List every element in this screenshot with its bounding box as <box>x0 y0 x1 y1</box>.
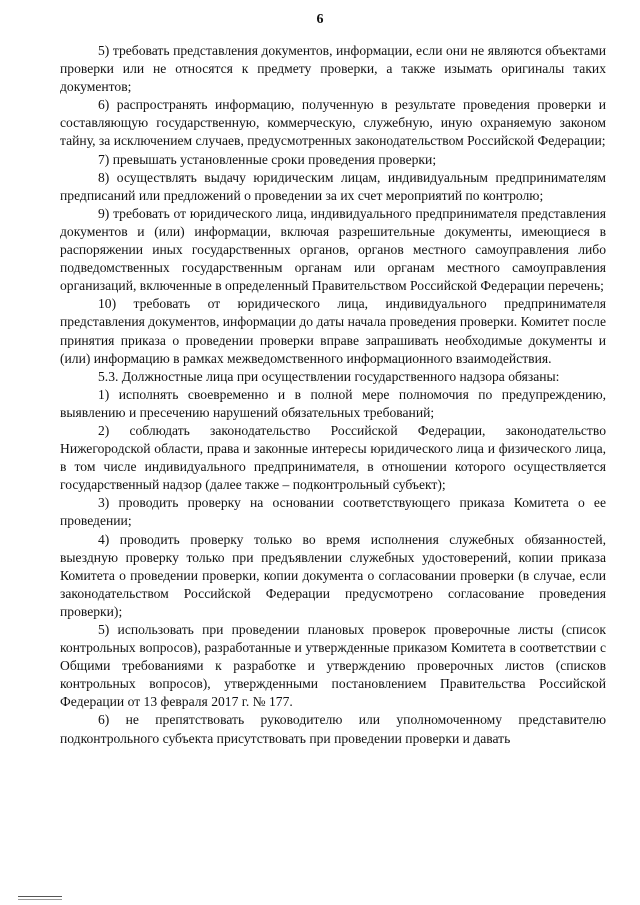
page-number: 6 <box>316 12 324 27</box>
paragraph-duty-1: 1) исполнять своевременно и в полной мере полномочия по предупреждению, выявлению и пресечению нарушений обязательных требований; <box>60 386 606 420</box>
scan-edge-mark <box>18 896 62 900</box>
paragraph-duty-6: 6) не препятствовать руководителю или уполномоченному представителю подконтрольного субъекта присутствовать при проведении проверки и давать <box>60 712 606 746</box>
paragraph-duty-3: 3) проводить проверку на основании соответствующего приказа Комитета о ее проведении; <box>60 495 606 529</box>
section-heading-5-3: 5.3. Должностные лица при осуществлении государственного надзора обязаны: <box>98 368 560 384</box>
paragraph-item-7-exceed-deadlines: 7) превышать установленные сроки проведения проверки; <box>98 151 437 167</box>
paragraph-item-8-issue-orders: 8) осуществлять выдачу юридическим лицам, индивидуальным предпринимателям предписаний или предложений о проведении за их счет мероприятий по контролю; <box>60 169 606 203</box>
document-body <box>60 42 606 748</box>
paragraph-duty-2: 2) соблюдать законодательство Российской Федерации, законодательство Нижегородской области, права и законные интересы юридического лица и физического лица, в том числе индивидуального предпринимателя, в отношении которого осуществляется государственный надзор (далее также – подконтрольный субъект); <box>60 422 606 493</box>
paragraph-item-9-request-documents: 9) требовать от юридического лица, индивидуального предпринимателя представления документов и (или) информации, включая разрешительные документы, имеющиеся в распоряжении иных государственных органов, органов местного самоуправления либо подведомственных государственным органам или органам местного самоуправления организаций, включенные в определенный Правительством Российской Федерации перечень; <box>60 205 606 294</box>
paragraph-item-5-require-documents: 5) требовать представления документов, информации, если они не являются объектами проверки или не относятся к предмету проверки, а также изымать оригиналы таких документов; <box>60 43 606 95</box>
paragraph-item-6-disclose-info: 6) распространять информацию, полученную в результате проведения проверки и составляющую государственную, коммерческую, служебную, иную охраняемую законом тайну, за исключением случаев, предусмотренных законодательством Российской Федерации; <box>60 97 606 149</box>
paragraph-item-10-request-before-start: 10) требовать от юридического лица, индивидуального предпринимателя представления документов, информации до даты начала проведения проверки. Комитет после принятия приказа о проведении проверки вправе запрашивать необходимые документы и (или) информацию в рамках межведомственного информационного взаимодействия. <box>60 296 606 366</box>
paragraph-duty-5: 5) использовать при проведении плановых проверок проверочные листы (список контрольных вопросов), разработанные и утвержденные приказом Комитета в соответствии с Общими требованиями к разработке и утверждению проверочных листов (списков контрольных вопросов), утвержденными постановлением Правительства Российской Федерации от 13 февраля 2017 г. № 177. <box>60 622 606 710</box>
paragraph-duty-4: 4) проводить проверку только во время исполнения служебных обязанностей, выездную проверку только при предъявлении служебных удостоверений, копии приказа Комитета о проведении проверки, копии документа о согласовании проверки (в случае, если законодательством Российской Федерации предусмотрено согласование проведения проверки); <box>60 531 606 619</box>
